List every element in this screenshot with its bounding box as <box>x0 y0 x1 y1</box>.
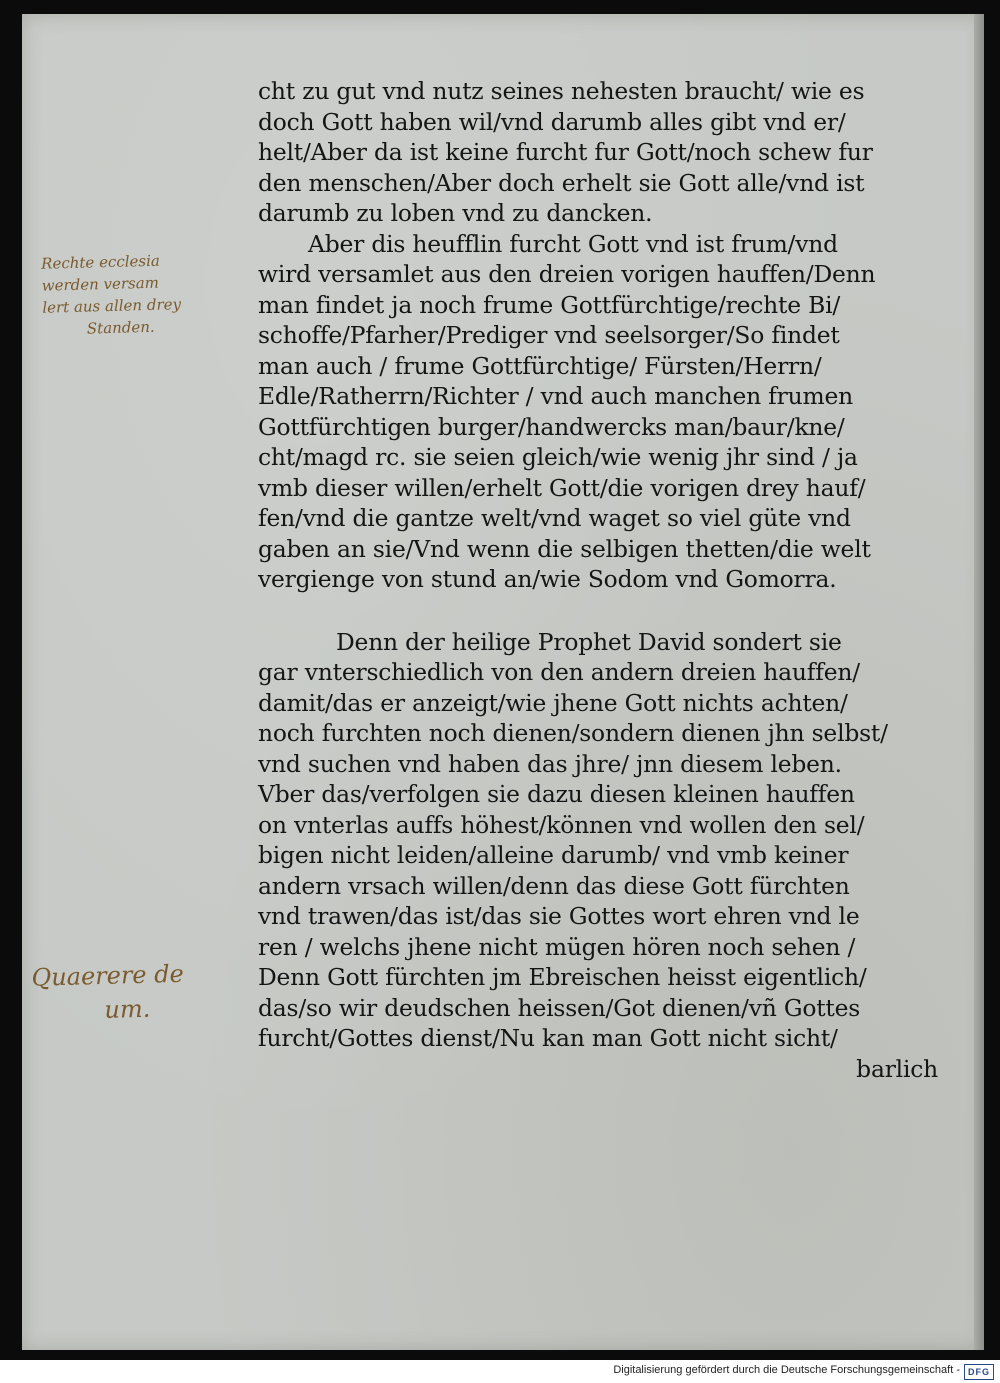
text-line: noch furchten noch dienen/sondern dienen jhn selbst/ <box>258 719 888 747</box>
text-line: wird versamlet aus den dreien vorigen hauffen/Denn <box>258 260 876 288</box>
text-line: helt/Aber da ist keine furcht fur Gott/noch schew fur <box>258 138 873 166</box>
text-line: fen/vnd die gantze welt/vnd waget so viel güte vnd <box>258 504 851 532</box>
marginal-note-line: Quaerere de <box>31 959 185 992</box>
text-line: den menschen/Aber doch erhelt sie Gott alle/vnd ist <box>258 168 865 197</box>
text-line: furcht/Gottes dienst/Nu kan man Gott nicht sicht/ <box>258 1024 838 1052</box>
text-line: on vnterlas auffs höhest/können vnd wollen den sel/ <box>258 810 865 839</box>
text-line: Aber dis heufflin furcht Gott vnd ist frum/vnd <box>308 229 838 258</box>
marginal-note-line: Rechte ecclesia <box>40 251 161 273</box>
marginal-note-2 <box>31 955 243 1028</box>
text-line: man auch / frume Gottfürchtige/ Fürsten/Herrn/ <box>258 351 822 380</box>
text-line: doch Gott haben wil/vnd darumb alles gibt vnd er/ <box>258 107 846 136</box>
marginal-note-1 <box>41 247 253 340</box>
text-line: vnd suchen vnd haben das jhre/ jnn diesem leben. <box>258 749 842 778</box>
text-line: cht zu gut vnd nutz seines nehesten braucht/ wie es <box>258 77 865 105</box>
funding-credit: Digitalisierung gefördert durch die Deutsche Forschungsgemeinschaft - <box>613 1364 960 1376</box>
footer-bar <box>0 1360 1000 1383</box>
marginal-note-line: um. <box>104 994 151 1024</box>
text-line: Edle/Ratherrn/Richter / vnd auch manchen frumen <box>258 382 853 410</box>
text-line: cht/magd rc. sie seien gleich/wie wenig jhr sind / ja <box>258 443 858 471</box>
marginal-note-line: Standen. <box>86 317 155 338</box>
text-line: gaben an sie/Vnd wenn die selbigen thetten/die welt <box>258 534 871 563</box>
text-line: Vber das/verfolgen sie dazu diesen kleinen hauffen <box>258 780 855 808</box>
marginal-note-line: lert aus allen drey <box>42 295 182 317</box>
dfg-logo: DFG <box>964 1364 994 1380</box>
text-line: bigen nicht leiden/alleine darumb/ vnd vmb keiner <box>258 841 849 869</box>
text-line: gar vnterschiedlich von den andern dreien hauffen/ <box>258 658 860 686</box>
page-edge <box>974 14 984 1350</box>
paragraph-gap <box>258 595 938 627</box>
text-line: Denn der heilige Prophet David sondert sie <box>336 627 842 656</box>
main-text <box>258 76 938 1084</box>
text-line: Gottfürchtigen burger/handwercks man/baur/kne/ <box>258 412 845 441</box>
text-line: ren / welchs jhene nicht mügen hören noch sehen / <box>258 932 856 961</box>
text-line: Denn Gott fürchten jm Ebreischen heisst eigentlich/ <box>258 963 867 991</box>
book-page <box>22 14 984 1350</box>
catchword: barlich <box>856 1054 938 1083</box>
text-line: darumb zu loben vnd zu dancken. <box>258 199 653 227</box>
text-line: damit/das er anzeigt/wie jhene Gott nichts achten/ <box>258 688 848 717</box>
text-line: schoffe/Pfarher/Prediger vnd seelsorger/So findet <box>258 321 840 349</box>
text-line: das/so wir deudschen heissen/Got dienen/vñ Gottes <box>258 993 861 1022</box>
text-line: vnd trawen/das ist/das sie Gottes wort ehren vnd le <box>258 902 860 930</box>
text-line: vergienge von stund an/wie Sodom vnd Gomorra. <box>258 565 837 593</box>
text-line: man findet ja noch frume Gottfürchtige/rechte Bi/ <box>258 290 841 319</box>
text-line: vmb dieser willen/erhelt Gott/die vorigen drey hauf/ <box>258 473 866 502</box>
text-line: andern vrsach willen/denn das diese Gott fürchten <box>258 871 850 900</box>
marginal-note-line: werden versam <box>41 273 160 295</box>
